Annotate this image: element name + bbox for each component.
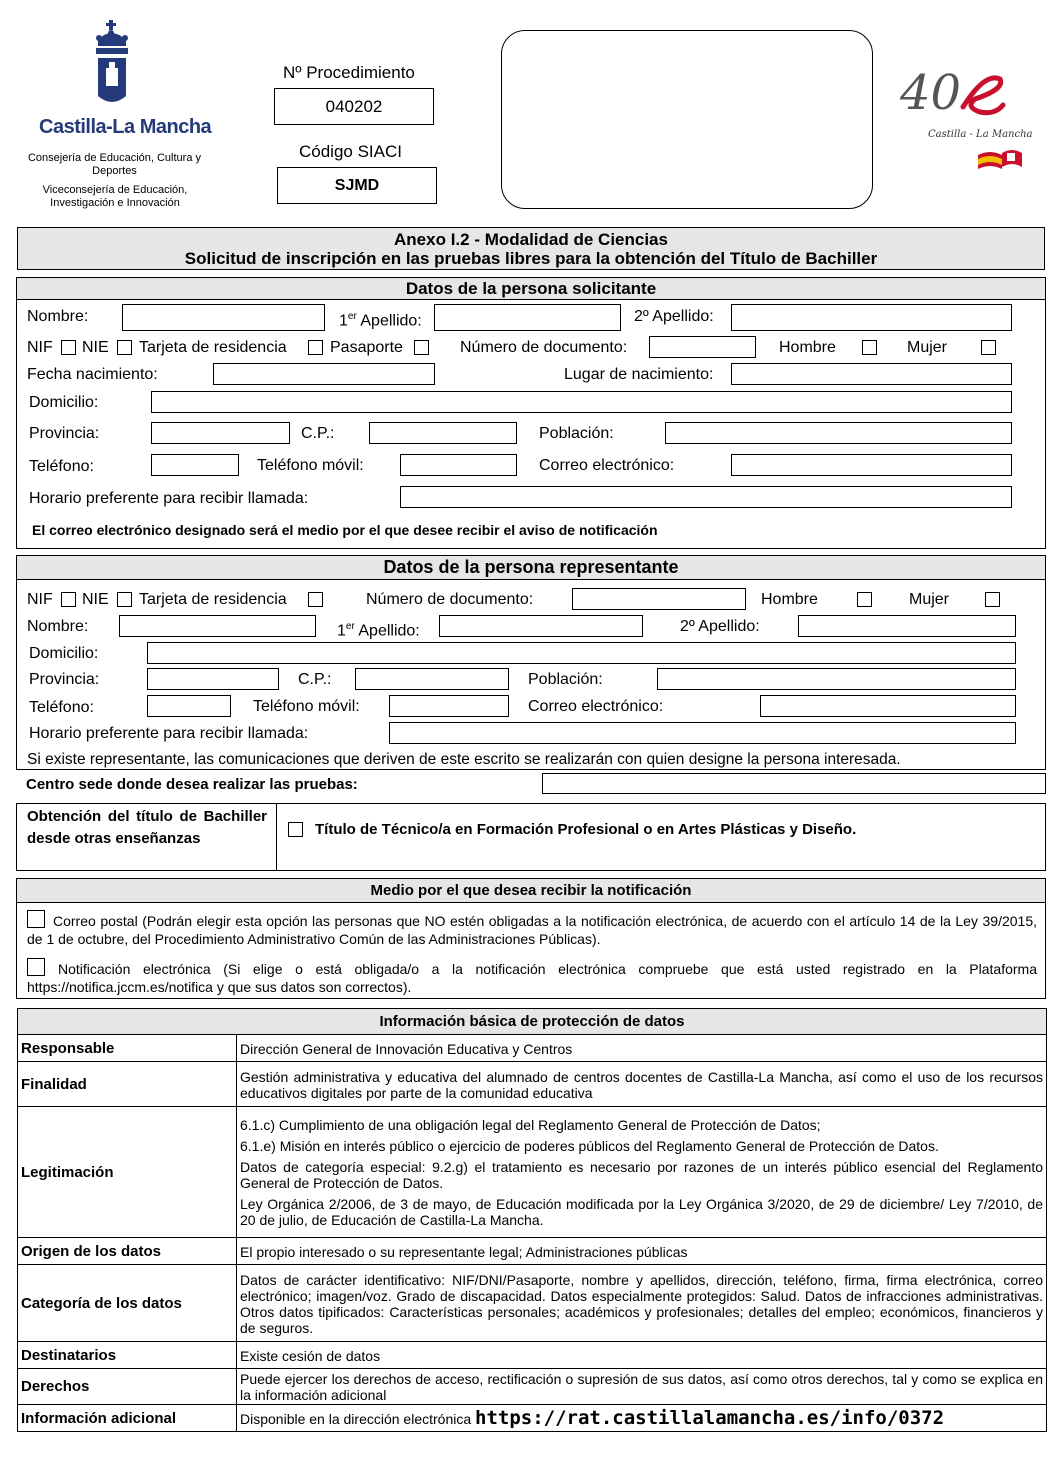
- siaci-label: Código SIACI: [299, 142, 402, 161]
- rep-provincia-label: Provincia:: [29, 671, 100, 688]
- applicant-apellido2-label: 2º Apellido:: [634, 308, 714, 325]
- rep-nif-label: NIF: [27, 591, 53, 608]
- applicant-apellido1-label: 1er Apellido:: [339, 311, 422, 330]
- flags-icon: [976, 147, 1026, 173]
- anniversary-number: 40: [900, 65, 962, 121]
- rep-num-doc-label: Número de documento:: [366, 591, 534, 608]
- rep-apellido1-label: 1er Apellido:: [337, 621, 420, 640]
- row-label: Información adicional: [18, 1405, 237, 1432]
- table-row: [18, 1369, 1047, 1405]
- rep-correo-input[interactable]: [760, 695, 1016, 717]
- applicant-provincia-label: Provincia:: [29, 425, 100, 442]
- dept-consejeria: Consejería de Educación, Cultura y Deportes: [27, 152, 202, 177]
- applicant-apellido2-input[interactable]: [731, 304, 1012, 331]
- siaci-code: SJMD: [334, 177, 380, 194]
- notificacion-heading: Medio por el que desea recibir la notificación: [16, 878, 1046, 903]
- row-label: Origen de los datos: [18, 1238, 237, 1265]
- rep-tarjeta-checkbox[interactable]: [308, 592, 323, 607]
- procedure-number: 040202: [325, 97, 383, 116]
- applicant-pasaporte-checkbox[interactable]: [414, 340, 429, 355]
- rep-mujer-checkbox[interactable]: [985, 592, 1000, 607]
- table-row: [18, 1265, 1047, 1342]
- obtencion-label: Obtención del título de Bachiller desde otras enseñanzas: [27, 808, 267, 847]
- centro-input[interactable]: [542, 773, 1046, 794]
- rep-nombre-input[interactable]: [119, 615, 316, 637]
- applicant-lugar-nac-input[interactable]: [731, 363, 1012, 385]
- data-protection-table: [17, 1008, 1047, 1432]
- table-row: [18, 1238, 1047, 1265]
- rep-movil-label: Teléfono móvil:: [253, 698, 360, 715]
- table-row: [18, 1342, 1047, 1369]
- row-value: Puede ejercer los derechos de acceso, rectificación o supresión de sus datos, así como otros derechos, tal y como se explica en la información adicional: [237, 1369, 1047, 1405]
- applicant-nif-label: NIF: [27, 339, 53, 356]
- rep-tarjeta-label: Tarjeta de residencia: [139, 591, 287, 608]
- rep-nie-checkbox[interactable]: [117, 592, 132, 607]
- rep-note: Si existe representante, las comunicaciones que deriven de este escrito se realizarán con quien designe la persona interesada.: [27, 751, 901, 768]
- applicant-num-doc-input[interactable]: [649, 336, 756, 358]
- applicant-apellido1-input[interactable]: [434, 304, 621, 331]
- rep-hombre-checkbox[interactable]: [857, 592, 872, 607]
- row-value: Disponible en la dirección electrónica https://rat.castillalamancha.es/info/0372: [237, 1405, 1047, 1432]
- applicant-telefono-input[interactable]: [151, 454, 239, 476]
- rep-domicilio-label: Domicilio:: [29, 645, 99, 662]
- applicant-fecha-nac-input[interactable]: [213, 363, 435, 385]
- row-value: Existe cesión de datos: [237, 1342, 1047, 1369]
- centro-label: Centro sede donde desea realizar las pruebas:: [26, 776, 358, 793]
- applicant-tarjeta-label: Tarjeta de residencia: [139, 339, 287, 356]
- rep-nif-checkbox[interactable]: [61, 592, 76, 607]
- applicant-correo-label: Correo electrónico:: [539, 457, 675, 474]
- procedure-number-box: [274, 88, 434, 125]
- applicant-poblacion-label: Población:: [539, 425, 614, 442]
- rep-poblacion-input[interactable]: [657, 668, 1016, 690]
- rep-mujer-label: Mujer: [909, 591, 950, 608]
- applicant-tarjeta-checkbox[interactable]: [308, 340, 323, 355]
- row-value: Dirección General de Innovación Educativa y Centros: [237, 1035, 1047, 1062]
- jccm-logo: [70, 18, 160, 113]
- applicant-heading: Datos de la persona solicitante: [16, 277, 1046, 300]
- applicant-hombre-label: Hombre: [779, 339, 836, 356]
- row-value: Datos de carácter identificativo: NIF/DNI/Pasaporte, nombre y apellidos, dirección, teléfono, firma, firma electrónica, correo electrónico; imagen/voz. Grado de discapacidad. Datos especialmente protegidos: Salud. Datos de infracciones administrativas. Otros datos tipificados: Características personales; académicos y profesionales; detalles del empleo; económicos, financieros y de seguros.: [237, 1265, 1047, 1342]
- table-row: [18, 1062, 1047, 1107]
- applicant-mujer-label: Mujer: [907, 339, 948, 356]
- row-label: Destinatarios: [18, 1342, 237, 1369]
- rep-horario-label: Horario preferente para recibir llamada:: [29, 725, 309, 742]
- rep-hombre-label: Hombre: [761, 591, 818, 608]
- notificacion-postal-text: Correo postal (Podrán elegir esta opción las personas que NO estén obligadas a la notificación electrónica, de acuerdo con el artículo 14 de la Ley 39/2015, de 1 de octubre, del Procedimiento Administrativo Común de las Administraciones Públicas).: [27, 913, 1037, 947]
- applicant-nombre-input[interactable]: [122, 304, 325, 331]
- table-row: [18, 1107, 1047, 1238]
- obtencion-tecnico-label: Título de Técnico/a en Formación Profesional o en Artes Plásticas y Diseño.: [315, 821, 857, 838]
- applicant-lugar-nac-label: Lugar de nacimiento:: [564, 366, 714, 383]
- logo-name: Castilla-La Mancha: [39, 116, 212, 138]
- rat-info-link[interactable]: https://rat.castillalamancha.es/info/0372: [475, 1406, 945, 1429]
- rep-provincia-input[interactable]: [147, 668, 279, 690]
- applicant-nombre-label: Nombre:: [27, 308, 89, 325]
- applicant-telefono-label: Teléfono:: [29, 458, 94, 475]
- applicant-domicilio-input[interactable]: [151, 391, 1012, 413]
- rep-horario-input[interactable]: [389, 722, 1016, 744]
- rep-nie-label: NIE: [82, 591, 109, 608]
- registry-stamp-box: [501, 30, 873, 209]
- anniversary-text: Castilla - La Mancha: [928, 129, 1033, 140]
- row-value: 6.1.c) Cumplimiento de una obligación legal del Reglamento General de Protección de Datos; 6.1.e) Misión en interés público o ejercicio de poderes públicos del Reglamento General de Protección de Datos. Datos de categoría especial: 9.2.g) el tratamiento es necesario por razones de un interés público esencial del Reglamento General de Protección de Datos. Ley Orgánica 2/2006, de 3 de mayo, de Educación modificada por la Ley Orgánica 3/2020, de 29 de diciembre/ Ley 7/2010, de 20 de julio, de Educación de Castilla-La Mancha.: [237, 1107, 1047, 1238]
- table-row: [18, 1405, 1047, 1432]
- row-value: Gestión administrativa y educativa del alumnado de centros docentes de Castilla-La Mancha, así como el uso de los recursos educativos digitales por parte de la comunidad educativa: [237, 1062, 1047, 1107]
- applicant-nif-checkbox[interactable]: [61, 340, 76, 355]
- rep-telefono-label: Teléfono:: [29, 699, 94, 716]
- rep-cp-label: C.P.:: [298, 671, 332, 688]
- row-label: Categoría de los datos: [18, 1265, 237, 1342]
- applicant-note: El correo electrónico designado será el medio por el que desee recibir el aviso de notificación: [32, 522, 658, 538]
- siaci-code-box: [277, 167, 437, 204]
- rep-domicilio-input[interactable]: [147, 642, 1016, 664]
- form-title-annex: Anexo I.2 - Modalidad de Ciencias: [394, 230, 668, 249]
- applicant-pasaporte-label: Pasaporte: [330, 339, 403, 356]
- applicant-domicilio-label: Domicilio:: [29, 394, 99, 411]
- obtencion-divider: [276, 803, 277, 871]
- applicant-fecha-nac-label: Fecha nacimiento:: [27, 366, 158, 383]
- applicant-cp-input[interactable]: [369, 422, 517, 444]
- form-title-bar: [17, 227, 1045, 270]
- rep-num-doc-input[interactable]: [572, 588, 746, 610]
- rep-apellido1-input[interactable]: [439, 615, 643, 637]
- rep-correo-label: Correo electrónico:: [528, 698, 664, 715]
- procedure-label: Nº Procedimiento: [283, 63, 415, 82]
- row-label: Derechos: [18, 1369, 237, 1405]
- applicant-mujer-checkbox[interactable]: [981, 340, 996, 355]
- rep-apellido2-label: 2º Apellido:: [680, 618, 760, 635]
- obtencion-tecnico-checkbox[interactable]: [288, 822, 303, 837]
- rep-movil-input[interactable]: [389, 695, 509, 717]
- anniversary-40-logo: [900, 65, 1035, 180]
- table-row: [18, 1035, 1047, 1062]
- notificacion-electronica-text: Notificación electrónica (Si elige o está obligada/o a la notificación electrónica compruebe que está usted registrado en la Plataforma https://notifica.jccm.es/notifica y que sus datos son correctos).: [27, 961, 1037, 995]
- applicant-nie-label: NIE: [82, 339, 109, 356]
- row-value: El propio interesado o su representante legal; Administraciones públicas: [237, 1238, 1047, 1265]
- row-label: Legitimación: [18, 1107, 237, 1238]
- rep-nombre-label: Nombre:: [27, 618, 89, 635]
- rep-poblacion-label: Población:: [528, 671, 603, 688]
- dept-viceconsejeria: Viceconsejería de Educación, Investigación e Innovación: [42, 184, 188, 209]
- crown-castle-icon: [70, 18, 160, 113]
- applicant-nie-checkbox[interactable]: [117, 340, 132, 355]
- row-label: Finalidad: [18, 1062, 237, 1107]
- rep-apellido2-input[interactable]: [798, 615, 1016, 637]
- row-label: Responsable: [18, 1035, 237, 1062]
- data-protection-heading: Información básica de protección de datos: [18, 1009, 1047, 1035]
- anniversary-swirl-icon: [955, 67, 1010, 122]
- applicant-provincia-input[interactable]: [151, 422, 290, 444]
- applicant-poblacion-input[interactable]: [665, 422, 1012, 444]
- form-title-main: Solicitud de inscripción en las pruebas libres para la obtención del Título de Bachiller: [184, 249, 878, 268]
- applicant-num-doc-label: Número de documento:: [460, 339, 628, 356]
- rep-telefono-input[interactable]: [147, 695, 231, 717]
- applicant-movil-input[interactable]: [400, 454, 517, 476]
- applicant-horario-label: Horario preferente para recibir llamada:: [29, 490, 309, 507]
- applicant-correo-input[interactable]: [731, 454, 1012, 476]
- applicant-movil-label: Teléfono móvil:: [257, 457, 364, 474]
- applicant-horario-input[interactable]: [400, 486, 1012, 508]
- applicant-cp-label: C.P.:: [301, 425, 335, 442]
- applicant-hombre-checkbox[interactable]: [862, 340, 877, 355]
- representative-heading: Datos de la persona representante: [16, 555, 1046, 580]
- rep-cp-input[interactable]: [355, 668, 509, 690]
